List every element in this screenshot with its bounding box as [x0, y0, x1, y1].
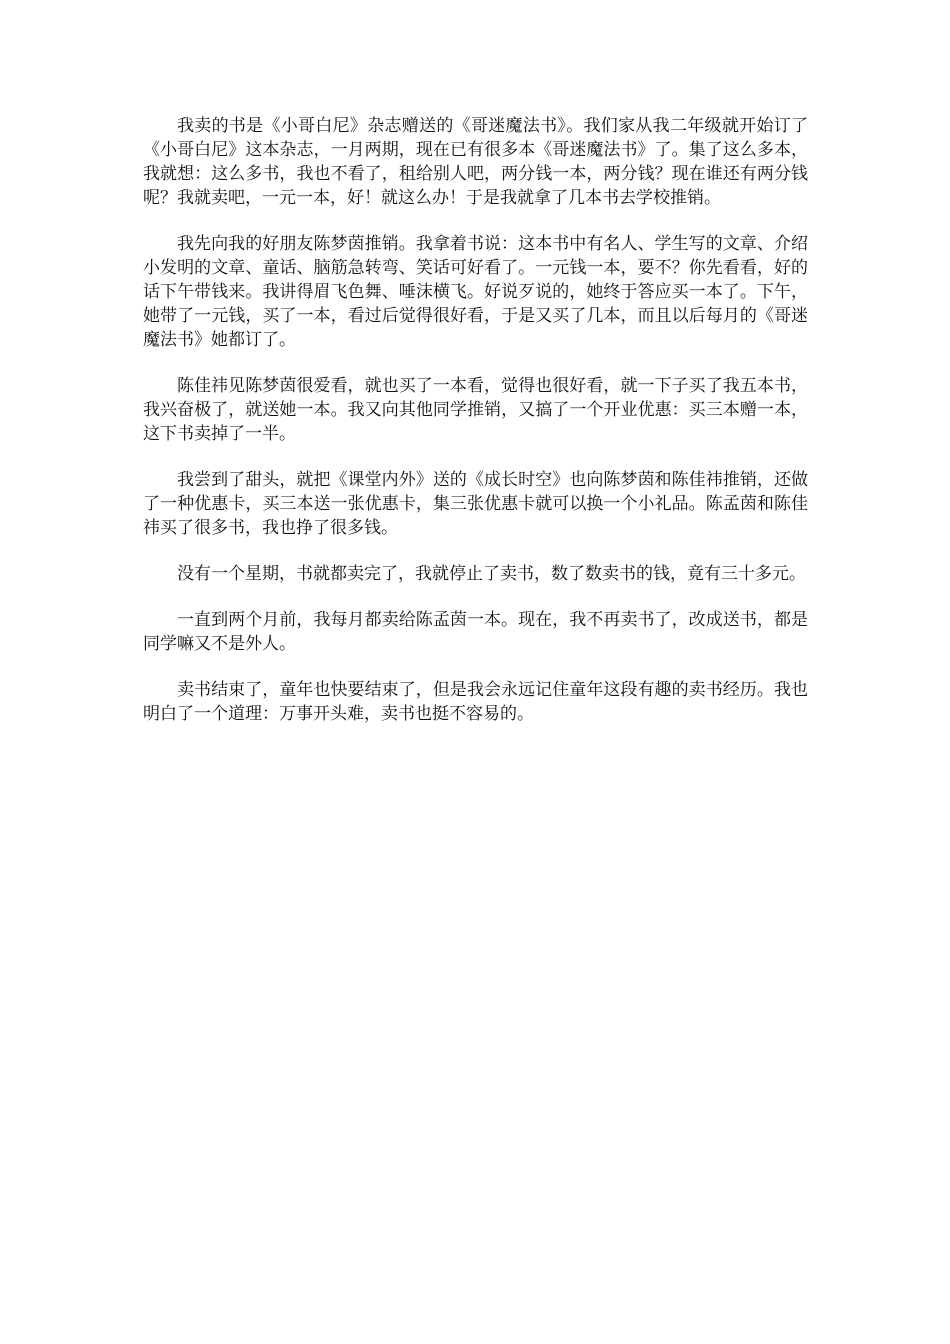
paragraph-1: 我卖的书是《小哥白尼》杂志赠送的《哥迷魔法书》。我们家从我二年级就开始订了《小哥白尼》这本杂志，一月两期，现在已有很多本《哥迷魔法书》了。集了这么多本，我就想：这么多书，我也不看了，租给别人吧，两分钱一本，两分钱？现在谁还有两分钱呢？我就卖吧，一元一本，好！就这么办！于是我就拿了几本书去学校推销。	[143, 116, 808, 208]
paragraph-7: 卖书结束了，童年也快要结束了，但是我会永远记住童年这段有趣的卖书经历。我也明白了一个道理：万事开头难，卖书也挺不容易的。	[143, 680, 808, 724]
document-body	[143, 114, 808, 748]
paragraph-5: 没有一个星期，书就都卖完了，我就停止了卖书，数了数卖书的钱，竟有三十多元。	[177, 564, 806, 584]
paragraph-4: 我尝到了甜头，就把《课堂内外》送的《成长时空》也向陈梦茵和陈佳祎推销，还做了一种优惠卡，买三本送一张优惠卡，集三张优惠卡就可以换一个小礼品。陈孟茵和陈佳祎买了很多书，我也挣了很多钱。	[143, 470, 808, 538]
paragraph-2: 我先向我的好朋友陈梦茵推销。我拿着书说：这本书中有名人、学生写的文章、介绍小发明的文章、童话、脑筋急转弯、笑话可好看了。一元钱一本，要不？你先看看，好的话下午带钱来。我讲得眉飞色舞、唾沫横飞。好说歹说的，她终于答应买一本了。下午，她带了一元钱，买了一本，看过后觉得很好看，于是又买了几本，而且以后每月的《哥迷魔法书》她都订了。	[143, 234, 808, 350]
paragraph-3: 陈佳祎见陈梦茵很爱看，就也买了一本看，觉得也很好看，就一下子买了我五本书，我兴奋极了，就送她一本。我又向其他同学推销，又搞了一个开业优惠：买三本赠一本，这下书卖掉了一半。	[143, 376, 808, 444]
paragraph-6: 一直到两个月前，我每月都卖给陈孟茵一本。现在，我不再卖书了，改成送书，都是同学嘛又不是外人。	[143, 610, 808, 654]
